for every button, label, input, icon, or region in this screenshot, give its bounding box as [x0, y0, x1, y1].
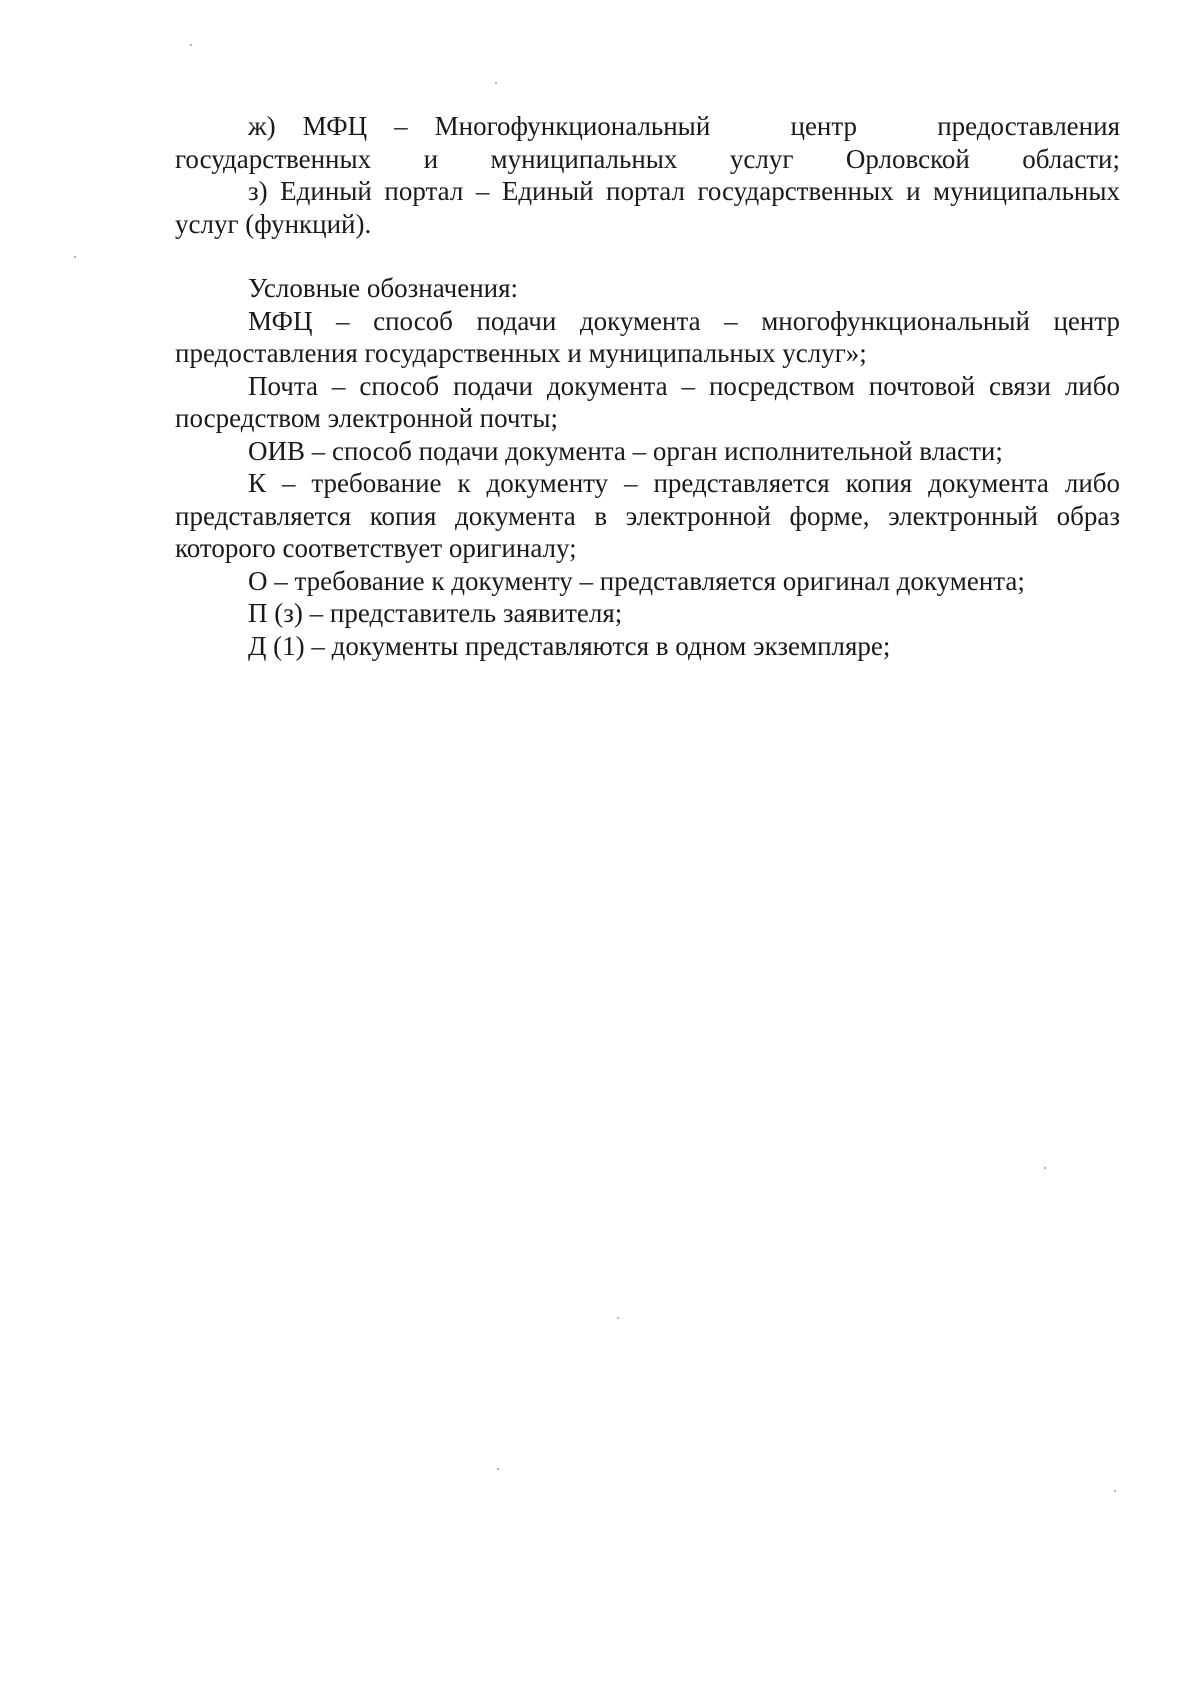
scan-speck [1044, 1167, 1046, 1169]
document-body [175, 110, 1120, 662]
scan-speck [190, 44, 192, 46]
scan-speck [1114, 1490, 1116, 1492]
scan-speck [495, 82, 497, 84]
legend-item-post: Почта – способ подачи документа – посредством почтовой связи либо посредством электронной почты; [175, 370, 1120, 433]
legend-item-original: О – требование к документу – представляется оригинал документа; [248, 565, 1025, 596]
section-gap [175, 240, 1120, 272]
legend-item-mfc: МФЦ – способ подачи документа – многофункциональный центр предоставления государственных и муниципальных услуг»; [175, 305, 1120, 368]
legend-item-single-copy: Д (1) – документы представляются в одном экземпляре; [248, 630, 891, 661]
legend-item-representative: П (з) – представитель заявителя; [248, 598, 623, 628]
definition-unified-portal: з) Единый портал – Единый портал государственных и муниципальных услуг (функций). [175, 176, 1120, 239]
definition-mfc: ж) МФЦ – Многофункциональный центр предоставления государственных и муниципальных услуг Орловской области; [175, 111, 1120, 174]
scan-speck [497, 1468, 499, 1470]
scan-speck [74, 256, 76, 258]
legend-item-copy: К – требование к документу – представляется копия документа либо представляется копия документа в электронной форме, электронный образ которого соответствует оригиналу; [175, 468, 1120, 563]
scan-speck [617, 1317, 619, 1319]
legend-title: Условные обозначения: [248, 273, 519, 303]
legend-item-oiv: ОИВ – способ подачи документа – орган исполнительной власти; [248, 435, 1003, 466]
